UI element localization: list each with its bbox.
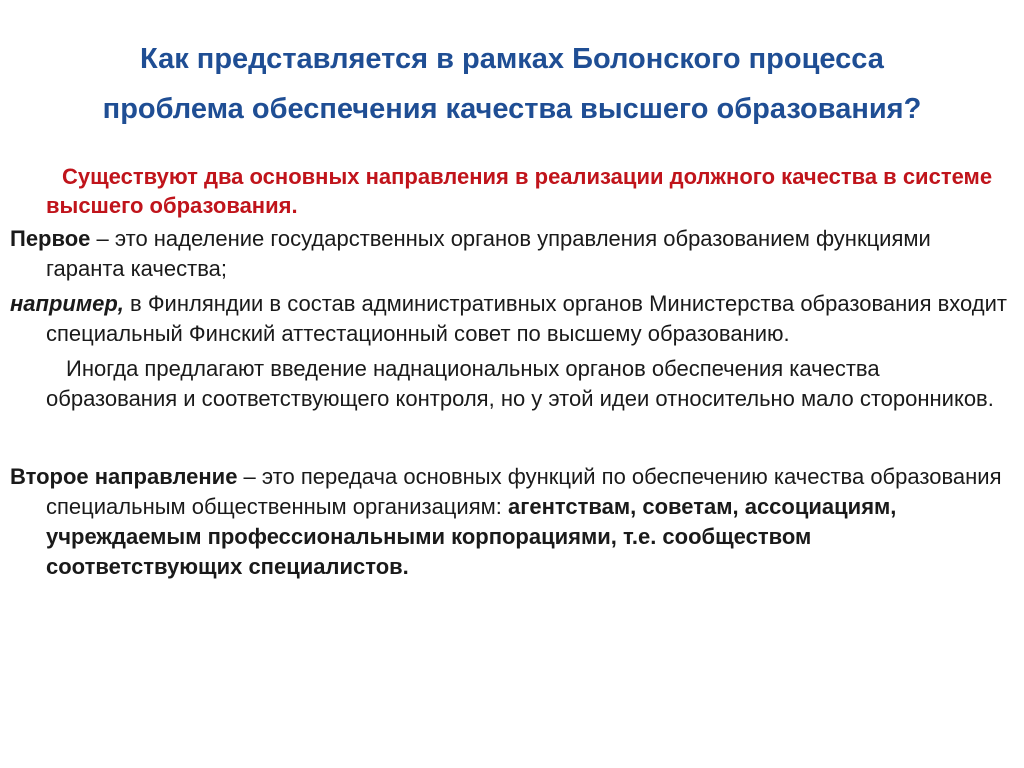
slide-title (0, 34, 1024, 134)
example-text: в Финляндии в состав административных органов Министерства образования входит специальный Финский аттестационный совет по высшему образованию. (46, 291, 1007, 346)
example-paragraph (10, 289, 1010, 349)
second-direction-label: Второе направление (10, 464, 238, 489)
second-direction-text: – это передача основных функций по обеспечению качества образования специальным общественным организациям: (46, 464, 1002, 519)
slide-body (10, 162, 1010, 582)
intro-paragraph: Существуют два основных направления в реализации должного качества в системе высшего образования. (46, 164, 993, 218)
second-direction-bold-text: агентствам, советам, ассоциациям, учреждаемым профессиональными корпорациями, т.е. сообществом соответствующих специалистов. (46, 494, 897, 579)
title-line-1: Как представляется в рамках Болонского процесса (140, 43, 884, 75)
title-line-2: проблема обеспечения качества высшего образования? (102, 93, 922, 125)
note-paragraph: Иногда предлагают введение наднациональных органов обеспечения качества образования и соответствующего контроля, но у этой идеи относительно мало сторонников. (46, 356, 994, 411)
first-direction-paragraph (10, 224, 1010, 284)
example-label: например, (10, 291, 124, 316)
first-direction-text: – это наделение государственных органов управления образованием функциями гаранта качества; (46, 226, 931, 281)
second-direction-paragraph (10, 462, 1010, 582)
first-direction-label: Первое (10, 226, 91, 251)
